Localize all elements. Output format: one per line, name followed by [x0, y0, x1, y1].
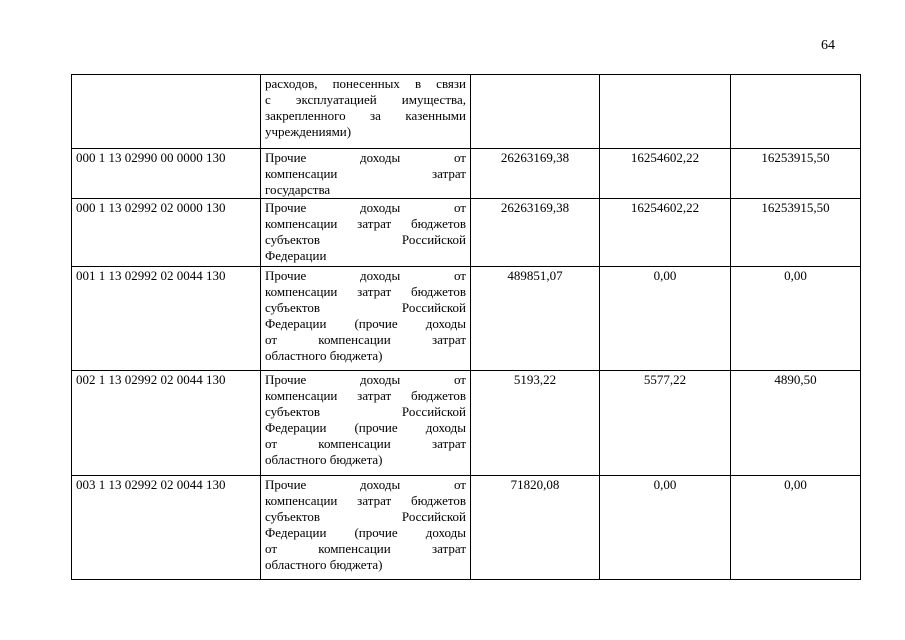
- description-line: компенсации затрат: [265, 166, 466, 181]
- description-line: Федерации: [265, 248, 327, 263]
- description-cell: [261, 476, 471, 580]
- description-cell: [261, 149, 471, 199]
- amount-cell-v3: 0,00: [731, 476, 861, 580]
- amount-cell-v1: 26263169,38: [471, 149, 600, 199]
- amount-cell-v1: 5193,22: [471, 371, 600, 476]
- amount-cell-v2: 5577,22: [600, 371, 731, 476]
- amount-cell-v3: 4890,50: [731, 371, 861, 476]
- budget-code-cell: 003 1 13 02992 02 0044 130: [72, 476, 261, 580]
- description-line: областного бюджета): [265, 557, 383, 572]
- amount-cell-v3: 16253915,50: [731, 149, 861, 199]
- amount-cell-v3: 0,00: [731, 267, 861, 371]
- description-line: Прочие доходы от: [265, 150, 466, 165]
- description-line: компенсации затрат бюджетов: [265, 216, 466, 231]
- description-line: областного бюджета): [265, 452, 383, 467]
- table-body: [72, 75, 861, 580]
- description-line: компенсации затрат бюджетов: [265, 284, 466, 299]
- amount-cell-v1: 489851,07: [471, 267, 600, 371]
- budget-code-cell: [72, 75, 261, 149]
- table-row: [72, 75, 861, 149]
- table-row: [72, 371, 861, 476]
- description-line: Федерации (прочие доходы: [265, 420, 466, 435]
- budget-code-cell: 001 1 13 02992 02 0044 130: [72, 267, 261, 371]
- page-number: 64: [821, 38, 835, 53]
- description-cell: [261, 199, 471, 267]
- amount-cell-v2: 0,00: [600, 476, 731, 580]
- description-cell: [261, 75, 471, 149]
- description-line: государства: [265, 182, 331, 197]
- description-line: от компенсации затрат: [265, 332, 466, 347]
- description-line: субъектов Российской: [265, 404, 466, 419]
- amount-cell-v1: 26263169,38: [471, 199, 600, 267]
- description-line: областного бюджета): [265, 348, 383, 363]
- description-line: расходов, понесенных в связи: [265, 76, 466, 91]
- description-line: субъектов Российской: [265, 509, 466, 524]
- description-line: с эксплуатацией имущества,: [265, 92, 466, 107]
- table-row: [72, 267, 861, 371]
- description-line: Прочие доходы от: [265, 477, 466, 492]
- description-line: субъектов Российской: [265, 232, 466, 247]
- description-cell: [261, 371, 471, 476]
- amount-cell-v2: 0,00: [600, 267, 731, 371]
- description-line: Федерации (прочие доходы: [265, 316, 466, 331]
- description-line: от компенсации затрат: [265, 436, 466, 451]
- table-row: [72, 476, 861, 580]
- description-line: субъектов Российской: [265, 300, 466, 315]
- description-line: Прочие доходы от: [265, 268, 466, 283]
- budget-code-cell: 000 1 13 02990 00 0000 130: [72, 149, 261, 199]
- amount-cell-v2: 16254602,22: [600, 149, 731, 199]
- description-line: Прочие доходы от: [265, 372, 466, 387]
- budget-code-cell: 002 1 13 02992 02 0044 130: [72, 371, 261, 476]
- table-row: [72, 199, 861, 267]
- description-cell: [261, 267, 471, 371]
- amount-cell-v2: [600, 75, 731, 149]
- amount-cell-v3: 16253915,50: [731, 199, 861, 267]
- budget-code-cell: 000 1 13 02992 02 0000 130: [72, 199, 261, 267]
- description-line: учреждениями): [265, 124, 352, 139]
- description-line: от компенсации затрат: [265, 541, 466, 556]
- description-line: компенсации затрат бюджетов: [265, 493, 466, 508]
- amount-cell-v1: 71820,08: [471, 476, 600, 580]
- amount-cell-v3: [731, 75, 861, 149]
- amount-cell-v1: [471, 75, 600, 149]
- description-line: компенсации затрат бюджетов: [265, 388, 466, 403]
- budget-revenue-table: [71, 74, 861, 580]
- table-row: [72, 149, 861, 199]
- description-line: Прочие доходы от: [265, 200, 466, 215]
- description-line: закрепленного за казенными: [265, 108, 466, 123]
- description-line: Федерации (прочие доходы: [265, 525, 466, 540]
- amount-cell-v2: 16254602,22: [600, 199, 731, 267]
